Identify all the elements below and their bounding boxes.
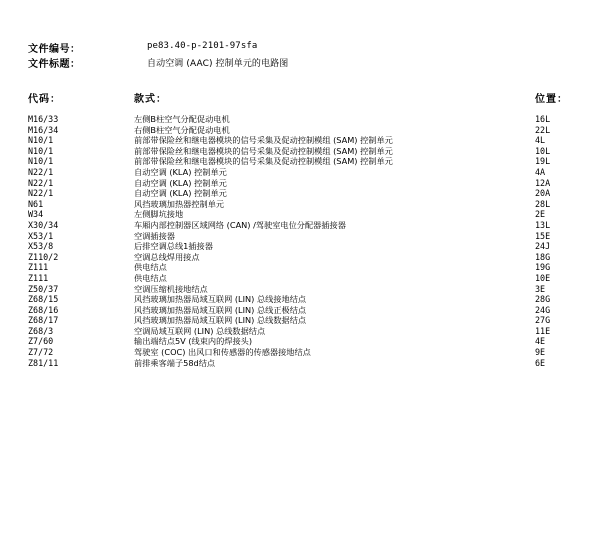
row-code: N22/1 <box>28 188 54 199</box>
row-position: 6E <box>535 357 546 368</box>
row-code: Z7/72 <box>28 347 54 358</box>
row-position: 20A <box>535 188 551 199</box>
row-code: N10/1 <box>28 145 54 156</box>
table-row <box>0 125 600 136</box>
row-code: X30/34 <box>28 219 59 230</box>
table-row <box>0 156 600 167</box>
table-row <box>0 241 600 252</box>
row-position: 27G <box>535 315 551 326</box>
row-description: 风挡玻璃加热器局域互联网 (LIN) 总线正极结点 <box>134 304 307 315</box>
row-code: Z111 <box>28 262 49 273</box>
table-row <box>0 231 600 242</box>
row-position: 16L <box>535 114 551 124</box>
row-code: Z50/37 <box>28 283 59 294</box>
row-description: 后排空调总线1插接器 <box>134 241 213 252</box>
table-row <box>0 294 600 305</box>
doc-number-label: 文件编号： <box>28 44 81 55</box>
row-description: 驾驶室 (COC) 出风口和传感器的传感器接地结点 <box>134 347 311 358</box>
row-description: 前排乘客端子58d结点 <box>134 357 216 368</box>
row-position: 2E <box>535 209 546 220</box>
row-code: N61 <box>28 198 44 209</box>
table-row <box>0 199 600 210</box>
row-code: N10/1 <box>28 156 54 167</box>
row-code: N22/1 <box>28 177 54 188</box>
row-position: 12A <box>535 177 551 188</box>
row-code: M16/34 <box>28 124 59 135</box>
column-header-model: 款式： <box>134 94 167 105</box>
row-description: 前部带保险丝和继电器模块的信号采集及促动控制模组 (SAM) 控制单元 <box>134 145 393 156</box>
table-row <box>0 262 600 273</box>
table-row <box>0 326 600 337</box>
table-row <box>0 315 600 326</box>
row-description: 左侧B柱空气分配促动电机 <box>134 114 230 124</box>
row-description: 自动空调 (KLA) 控制单元 <box>134 166 227 177</box>
table-row <box>0 209 600 220</box>
row-description: 自动空调 (KLA) 控制单元 <box>134 188 227 199</box>
row-description: 风挡玻璃加热器局域互联网 (LIN) 总线接地结点 <box>134 294 307 305</box>
row-description: 左侧脚坑接地 <box>134 209 184 220</box>
table-row <box>0 135 600 146</box>
table-row <box>0 188 600 199</box>
row-code: Z68/15 <box>28 294 59 305</box>
row-position: 22L <box>535 124 551 135</box>
table-row <box>0 252 600 263</box>
row-position: 4A <box>535 166 546 177</box>
row-description: 前部带保险丝和继电器模块的信号采集及促动控制模组 (SAM) 控制单元 <box>134 135 393 146</box>
row-description: 自动空调 (KLA) 控制单元 <box>134 177 227 188</box>
row-code: M16/33 <box>28 114 59 124</box>
row-position: 10E <box>535 272 551 283</box>
row-description: 空调插接器 <box>134 230 175 241</box>
row-description: 供电结点 <box>134 272 167 283</box>
row-description: 输出端结点5V (线束内的焊接头) <box>134 336 253 347</box>
row-position: 24J <box>535 241 551 252</box>
table-row <box>0 114 600 125</box>
row-position: 4E <box>535 336 546 347</box>
row-code: Z68/16 <box>28 304 59 315</box>
row-position: 19L <box>535 156 551 167</box>
doc-title-label: 文件标题： <box>28 59 81 70</box>
row-description: 空调总线焊用接点 <box>134 251 200 262</box>
row-code: Z68/3 <box>28 325 54 336</box>
row-position: 15E <box>535 230 551 241</box>
row-description: 右侧B柱空气分配促动电机 <box>134 124 230 135</box>
table-row <box>0 305 600 316</box>
row-description: 供电结点 <box>134 262 167 273</box>
row-description: 风挡玻璃加热器控制单元 <box>134 198 225 209</box>
row-description: 风挡玻璃加热器局域互联网 (LIN) 总线数据结点 <box>134 315 307 326</box>
row-position: 9E <box>535 347 546 358</box>
row-position: 10L <box>535 145 551 156</box>
table-row <box>0 358 600 369</box>
row-code: N22/1 <box>28 166 54 177</box>
row-code: Z81/11 <box>28 357 59 368</box>
table-row <box>0 220 600 231</box>
row-position: 18G <box>535 251 551 262</box>
table-row <box>0 273 600 284</box>
row-position: 19G <box>535 262 551 273</box>
column-header-position: 位置： <box>535 94 568 105</box>
doc-title-value: 自动空调 (AAC) 控制单元的电路图 <box>147 59 289 69</box>
table-row <box>0 146 600 157</box>
table-row <box>0 284 600 295</box>
row-position: 13L <box>535 219 551 230</box>
table-row <box>0 178 600 189</box>
row-code: Z7/60 <box>28 336 54 347</box>
row-code: N10/1 <box>28 135 54 146</box>
table-row <box>0 347 600 358</box>
doc-number-value: pe83.40-p-2101-97sfa <box>147 41 258 51</box>
row-position: 11E <box>535 325 551 336</box>
row-position: 3E <box>535 283 546 294</box>
row-position: 28L <box>535 198 551 209</box>
row-code: Z111 <box>28 272 49 283</box>
row-code: X53/8 <box>28 241 54 252</box>
row-description: 前部带保险丝和继电器模块的信号采集及促动控制模组 (SAM) 控制单元 <box>134 156 393 167</box>
row-position: 24G <box>535 304 551 315</box>
column-header-code: 代码： <box>28 94 61 105</box>
component-list <box>0 114 600 368</box>
row-code: Z110/2 <box>28 251 59 262</box>
table-row <box>0 167 600 178</box>
table-row <box>0 336 600 347</box>
row-code: W34 <box>28 209 44 220</box>
row-code: Z68/17 <box>28 315 59 326</box>
row-position: 4L <box>535 135 546 146</box>
row-code: X53/1 <box>28 230 54 241</box>
row-description: 车厢内部控制器区域网络 (CAN) /驾驶室电位分配器插接器 <box>134 219 346 230</box>
row-description: 空调局域互联网 (LIN) 总线数据结点 <box>134 325 266 336</box>
row-position: 28G <box>535 294 551 305</box>
row-description: 空调压缩机接地结点 <box>134 283 208 294</box>
